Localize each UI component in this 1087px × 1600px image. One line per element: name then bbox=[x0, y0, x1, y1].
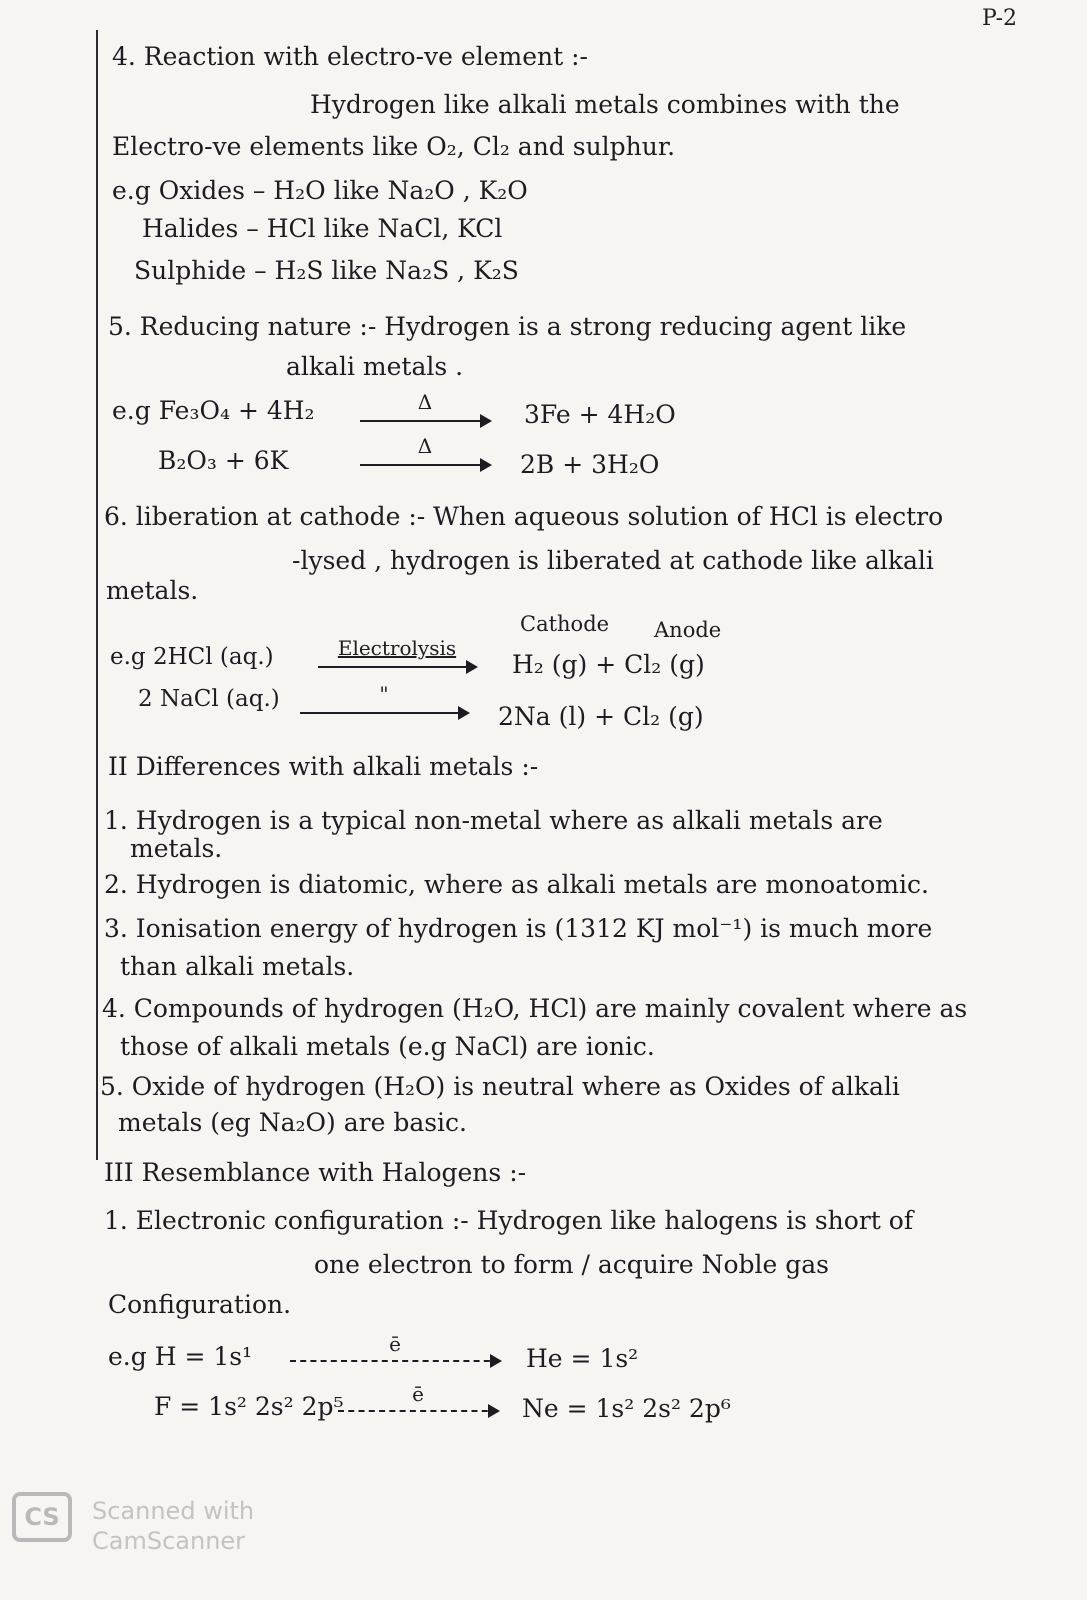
section2-point4b: those of alkali metals (e.g NaCl) are ionic. bbox=[120, 1032, 655, 1061]
section3-point1c: Configuration. bbox=[108, 1290, 292, 1319]
page-number: P-2 bbox=[981, 6, 1017, 31]
section6-line3: metals. bbox=[106, 576, 199, 605]
reaction-arrow bbox=[300, 682, 468, 714]
electron-symbol: ē bbox=[389, 1332, 401, 1356]
section3-eq1-left: e.g H = 1s¹ bbox=[108, 1342, 253, 1371]
section6-eq1-right: H₂ (g) + Cl₂ (g) bbox=[512, 650, 705, 679]
margin-rule bbox=[96, 30, 98, 1160]
section2-point5a: 5. Oxide of hydrogen (H₂O) is neutral where as Oxides of alkali bbox=[100, 1072, 900, 1101]
section5-eq1-left: e.g Fe₃O₄ + 4H₂ bbox=[112, 396, 315, 425]
section4-heading: 4. Reaction with electro-ve element :- bbox=[112, 42, 588, 71]
anode-label: Anode bbox=[654, 618, 722, 642]
section6-eq2-right: 2Na (l) + Cl₂ (g) bbox=[498, 702, 704, 731]
section6-heading: 6. liberation at cathode :- When aqueous solution of HCl is electro bbox=[104, 502, 944, 531]
section2-point1a: 1. Hydrogen is a typical non-metal where as alkali metals are bbox=[104, 806, 883, 835]
dashed-arrow bbox=[338, 1382, 498, 1412]
section2-heading: II Differences with alkali metals :- bbox=[108, 752, 539, 781]
section3-point1a: 1. Electronic configuration :- Hydrogen like halogens is short of bbox=[104, 1206, 914, 1235]
camscanner-logo: CS bbox=[12, 1492, 72, 1542]
section5-eq2-left: B₂O₃ + 6K bbox=[158, 446, 289, 475]
electron-symbol: ē bbox=[412, 1382, 424, 1406]
section4-line1: Hydrogen like alkali metals combines with the bbox=[310, 90, 900, 119]
section3-point1b: one electron to form / acquire Noble gas bbox=[314, 1250, 830, 1279]
section2-point4a: 4. Compounds of hydrogen (H₂O, HCl) are mainly covalent where as bbox=[102, 994, 968, 1023]
ditto-mark: " bbox=[379, 682, 389, 706]
section5-heading: 5. Reducing nature :- Hydrogen is a strong reducing agent like bbox=[108, 312, 907, 341]
dashed-arrow bbox=[290, 1332, 500, 1362]
section2-point1b: metals. bbox=[130, 834, 223, 863]
reaction-arrow bbox=[318, 636, 476, 668]
section4-halides: Halides – HCl like NaCl, KCl bbox=[142, 214, 503, 243]
section6-line2: -lysed , hydrogen is liberated at cathode like alkali bbox=[292, 546, 934, 575]
section3-heading: III Resemblance with Halogens :- bbox=[104, 1158, 527, 1187]
section4-line2: Electro-ve elements like O₂, Cl₂ and sulphur. bbox=[112, 132, 676, 161]
section5-line2: alkali metals . bbox=[286, 352, 464, 381]
section4-oxides: e.g Oxides – H₂O like Na₂O , K₂O bbox=[112, 176, 528, 205]
section2-point2: 2. Hydrogen is diatomic, where as alkali metals are monoatomic. bbox=[104, 870, 929, 899]
section5-eq2-right: 2B + 3H₂O bbox=[520, 450, 660, 479]
reaction-arrow bbox=[360, 434, 490, 466]
section5-eq1-right: 3Fe + 4H₂O bbox=[524, 400, 676, 429]
section3-eq1-right: He = 1s² bbox=[526, 1344, 639, 1373]
heat-symbol: Δ bbox=[417, 434, 433, 458]
heat-symbol: Δ bbox=[417, 390, 433, 414]
section6-eq1-left: e.g 2HCl (aq.) bbox=[110, 644, 274, 670]
watermark-line1: Scanned with bbox=[92, 1497, 255, 1525]
section3-eq2-right: Ne = 1s² 2s² 2p⁶ bbox=[522, 1394, 731, 1423]
section3-eq2-left: F = 1s² 2s² 2p⁵ bbox=[154, 1392, 344, 1421]
camscanner-watermark bbox=[92, 1496, 254, 1556]
watermark-line2: CamScanner bbox=[92, 1527, 246, 1555]
section2-point5b: metals (eg Na₂O) are basic. bbox=[118, 1108, 467, 1137]
section4-sulphide: Sulphide – H₂S like Na₂S , K₂S bbox=[134, 256, 519, 285]
reaction-arrow bbox=[360, 390, 490, 422]
section2-point3b: than alkali metals. bbox=[120, 952, 355, 981]
cathode-label: Cathode bbox=[520, 612, 610, 636]
section6-eq2-left: 2 NaCl (aq.) bbox=[138, 686, 280, 712]
electrolysis-label: Electrolysis bbox=[337, 636, 457, 660]
section2-point3a: 3. Ionisation energy of hydrogen is (1312 KJ mol⁻¹) is much more bbox=[104, 914, 933, 943]
